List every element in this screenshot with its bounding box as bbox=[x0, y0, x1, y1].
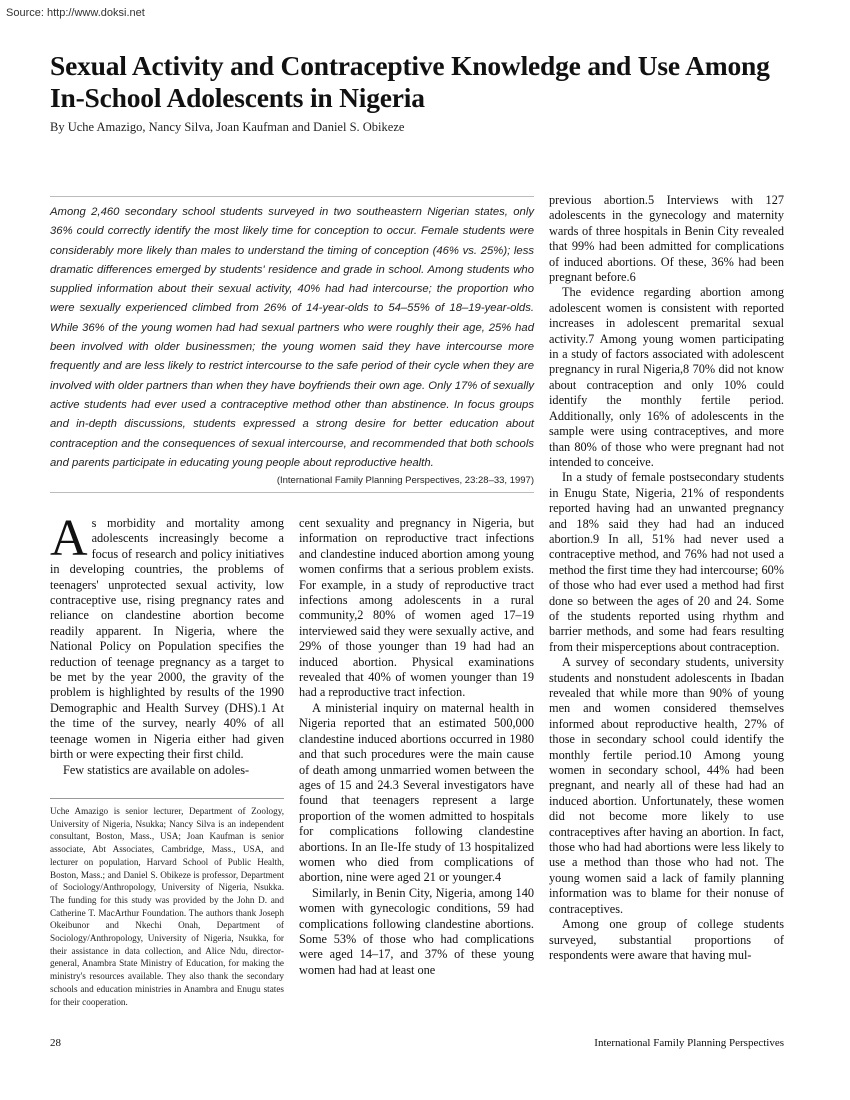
body-paragraph: A survey of secondary students, university students and nonstudent adolescents in Ibadan revealed that while more than 90% of young men and women considered themselves informed about reproductive health, 27% of those in secondary school could identify the monthly fertile period.10 Among young women in secondary school, 44% had been pregnant, and nearly all of these had had an induced abortion. Unfortunately, these women did not become more likely to use contraceptives after having an abortion. In fact, those who had had abortions were less likely to use a method than those who had not. The young women said a lack of family planning information was to blame for their nonuse of contraceptives. bbox=[549, 655, 784, 916]
journal-name: International Family Planning Perspectives bbox=[594, 1037, 784, 1049]
body-paragraph: cent sexuality and pregnancy in Nigeria, but information on reproductive tract infections and clandestine induced abortion among young women confirms that a serious problem exists. For example, in a study of reproductive tract infections among adolescents in a rural community,2 80% of women aged 17–19 interviewed said they were sexually active, and 29% of those younger than 19 had had an induced abortion. Physical examinations revealed that 40% of women younger than 19 had a reproductive tract infection. bbox=[299, 516, 534, 700]
source-url: Source: http://www.doksi.net bbox=[6, 7, 145, 19]
article-title: Sexual Activity and Contraceptive Knowledge and Use Among In-School Adolescents in Nigeria bbox=[50, 50, 770, 113]
body-paragraph: Few statistics are available on adoles- bbox=[63, 762, 250, 777]
body-paragraph: previous abortion.5 Interviews with 127 adolescents in the gynecology and maternity wards of three hospitals in Benin City revealed that 99% had been admitted for complications of induced abortions. Of these, 36% had been pregnant before.6 bbox=[549, 193, 784, 285]
citation: (International Family Planning Perspectives, 23:28–33, 1997) bbox=[50, 475, 534, 493]
column-3 bbox=[549, 193, 784, 963]
body-paragraph: In a study of female postsecondary students in Enugu State, Nigeria, 21% of respondents reported having had an unwanted pregnancy and 18% said they had had an induced abortion.9 In all, 51% had never used a contraceptive method, and 76% had not used a method the first time they had intercourse; 60% of those who had ever used a method had first done so between the ages of 20 and 24. Some of the students reported using rhythm and barrier methods, and some had fears resulting from their misperceptions about contraception. bbox=[549, 470, 784, 654]
body-paragraph: Similarly, in Benin City, Nigeria, among 140 women with gynecologic conditions, 59 had complications following clandestine abortions. Some 53% of those who had complications were aged 14–17, and 37% of these young women had had at least one bbox=[299, 885, 534, 977]
abstract-text: Among 2,460 secondary school students surveyed in two southeastern Nigerian states, only 36% could correctly identify the most likely time for conception to occur. Female students were considerably more likely than males to understand the timing of conception (46% vs. 25%); less dramatic differences emerged by students' residence and grade in school. Among students who supplied information about their sexual activity, 40% had had intercourse; the proportion who were sexually experienced climbed from 26% of 14-year-olds to 54–55% of 18–19-year-olds. While 36% of the young women had had sexual partners who were roughly their age, 25% had been involved with older businessmen; the young women said they have intercourse more frequently and are less likely to restrict intercourse to the safe period of their cycle when they are involved with older partners than when they have boyfriends their own age. Only 17% of sexually active students had ever used a contraceptive method other than abstinence. In focus groups and in-depth discussions, students expressed a strong desire for better education about contraception and the consequences of sexual intercourse, and recommended that both schools and parents participate in educating young people about reproductive health. bbox=[50, 206, 534, 469]
column-2 bbox=[299, 516, 534, 978]
drop-cap: A bbox=[50, 510, 88, 567]
author-note: Uche Amazigo is senior lecturer, Department of Zoology, University of Nigeria, Nsukka; Nancy Silva is an independent consultant, Boston, Mass., USA; Joan Kaufman is senior associate, Abt Associates, Cambridge, Mass., USA, and lecturer on population, Harvard School of Public Health, Boston, Mass.; and Daniel S. Obikeze is professor, Department of Sociology/Anthropology, University of Nigeria, Nsukka. The funding for this study was provided by the John D. and Catherine T. MacArthur Foundation. The authors thank Joseph Okeibunor and Nkechi Onah, Department of Sociology/Anthropology, University of Nigeria, Nsukka, for their assistance in data collection, and Alice Ndu, director-general, Anambra State Ministry of Education, for making the ministry's resources available. They also thank the secondary schools and education ministries in Anambra and Enugu states for their cooperation. bbox=[50, 798, 284, 1008]
page-number: 28 bbox=[50, 1037, 61, 1049]
author-byline: By Uche Amazigo, Nancy Silva, Joan Kaufman and Daniel S. Obikeze bbox=[50, 120, 405, 134]
body-paragraph: As morbidity and mortality among adolescents increasingly become a focus of research and policy initiatives in developing countries, the problems of teenagers' unprotected sexual activity, low contraceptive use, rising pregnancy rates and reliance on clandestine abortion become readily apparent. In Nigeria, where the National Policy on Population specifies the reduction of teenage pregnancy as a target to be met by the year 2000, the gravity of the problem is highlighted by results of the 1990 Demographic and Health Survey (DHS).1 At the time of the survey, nearly 40% of all teenage women in Nigeria either had given birth or were expecting their first child. bbox=[50, 510, 284, 762]
body-paragraph: Among one group of college students surveyed, substantial proportions of respondents were aware that having mul- bbox=[549, 917, 784, 962]
column-1 bbox=[50, 510, 284, 778]
body-paragraph: The evidence regarding abortion among adolescent women is consistent with reported increases in adolescent premarital sexual activity.7 Among young women participating in a study of factors associated with adolescent pregnancy in rural Nigeria,8 70% did not know about contraception and only 10% could identify the monthly fertile period. Additionally, only 16% of adolescents in the sample were using contraceptives, and more than 80% of those who were pregnant had not intended to conceive. bbox=[549, 285, 784, 469]
abstract bbox=[50, 196, 534, 493]
body-paragraph: A ministerial inquiry on maternal health in Nigeria reported that an estimated 500,000 clandestine induced abortions occurred in 1980 and that such procedures were the main cause of death among unmarried women between the ages of 15 and 24.3 Several investigators have found that teenagers represent a large proportion of the women admitted to hospitals for complications following clandestine abortions. In an Ile-Ife study of 13 hospitalized women who died from complications of abortion, nine were aged 21 or younger.4 bbox=[299, 700, 534, 885]
